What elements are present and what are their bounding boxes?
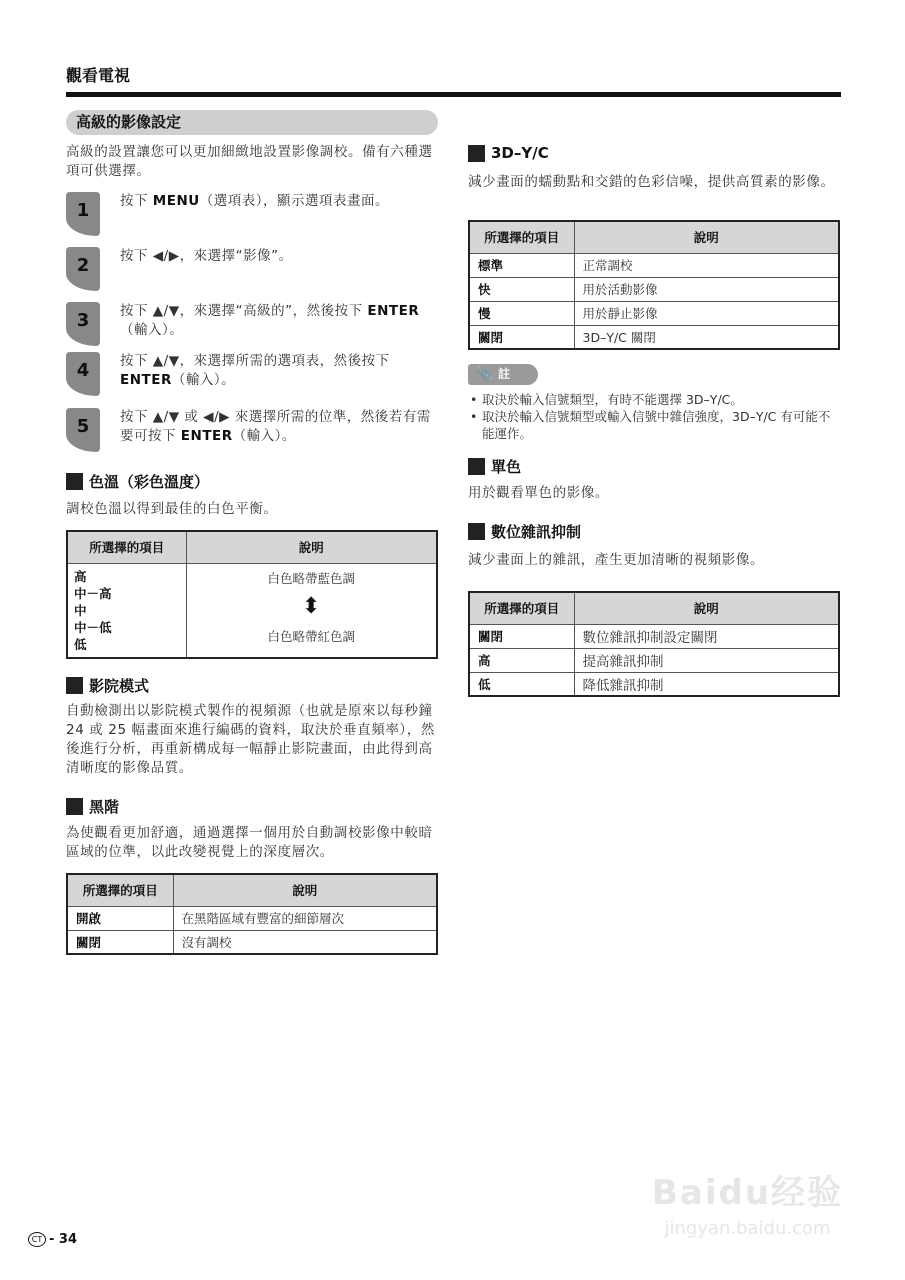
color-temp-heading (66, 471, 209, 492)
item: 中－低 (74, 619, 112, 635)
watermark-url: jingyan.baidu.com (664, 1218, 831, 1239)
step-number-badge: 5 (66, 408, 100, 452)
step-1 (66, 192, 438, 242)
step-text-post: （輸入）。 (232, 428, 296, 444)
yc-table (468, 220, 840, 350)
item: 中 (74, 602, 87, 618)
item: 低 (74, 636, 87, 652)
step-key: ENTER (180, 428, 233, 444)
table-row (67, 930, 437, 954)
cell-item: 關閉 (67, 930, 173, 954)
header-rule (66, 92, 841, 97)
table-row (67, 906, 437, 930)
step-text (120, 247, 438, 266)
heading-text: 數位雜訊抑制 (491, 523, 582, 541)
black-level-heading (66, 796, 119, 817)
step-text-pre: 按下 (120, 193, 153, 209)
square-bullet-icon (468, 523, 485, 540)
dnr-table (468, 591, 840, 697)
mono-heading (468, 456, 521, 477)
desc-cell (186, 563, 437, 658)
note-bullet: • 取決於輸入信號類型，有時不能選擇 3D–Y/C。 (468, 391, 840, 408)
step-key: ENTER (120, 372, 172, 388)
double-arrow-icon: ⬍ (302, 593, 321, 619)
black-level-text: 為使觀看更加舒適，通過選擇一個用於自動調校影像中較暗區域的位準，以此改變視覺上的深度層次。 (66, 825, 433, 860)
col-header: 說明 (574, 221, 839, 253)
cell-desc: 正常調校 (574, 253, 839, 277)
note-label: 註 (498, 367, 511, 381)
table-row (469, 253, 839, 277)
table-row (469, 624, 839, 648)
cell-desc: 數位雜訊抑制設定關閉 (574, 624, 839, 648)
square-bullet-icon (66, 677, 83, 694)
cell-desc: 用於靜止影像 (574, 301, 839, 325)
col-header: 說明 (173, 874, 437, 906)
step-4 (66, 352, 438, 402)
item: 中－高 (74, 585, 112, 601)
step-text-pre: 按下 ▲/▼，來選擇“高級的”，然後按下 (120, 303, 368, 319)
table-row (469, 277, 839, 301)
step-text (120, 192, 438, 211)
page-header: 觀看電視 (66, 66, 131, 85)
square-bullet-icon (468, 145, 485, 162)
yc-heading (468, 144, 549, 162)
square-bullet-icon (468, 458, 485, 475)
step-key: ENTER (367, 303, 420, 319)
step-number-badge: 1 (66, 192, 100, 236)
table-row (469, 325, 839, 349)
heading-text: 色溫（彩色溫度） (89, 473, 210, 491)
page-footer (28, 1232, 77, 1247)
square-bullet-icon (66, 798, 83, 815)
step-text (120, 352, 438, 390)
cell-item: 關閉 (469, 624, 574, 648)
col-header: 所選擇的項目 (469, 592, 574, 624)
heading-text: 單色 (491, 458, 522, 476)
cell-item: 高 (469, 648, 574, 672)
square-bullet-icon (66, 473, 83, 490)
col-header: 說明 (574, 592, 839, 624)
step-text-pre: 按下 ◀/▶，來選擇“影像”。 (120, 248, 293, 264)
step-text-post: （輸入）。 (171, 372, 236, 388)
cell-desc: 在黑階區域有豐富的細節層次 (173, 906, 437, 930)
dnr-heading (468, 521, 581, 542)
step-text-post: （輸入）。 (120, 322, 184, 338)
section-title: 高級的影像設定 (66, 110, 438, 135)
table-row (469, 301, 839, 325)
mono-text: 用於觀看單色的影像。 (468, 485, 609, 501)
language-code-badge: CT (28, 1232, 46, 1247)
table-row (469, 648, 839, 672)
step-number-badge: 2 (66, 247, 100, 291)
intro-text: 高級的設置讓您可以更加細緻地設置影像調校。備有六種選項可供選擇。 (66, 144, 433, 179)
step-2 (66, 247, 438, 297)
cell-desc: 提高雜訊抑制 (574, 648, 839, 672)
dnr-text: 減少畫面上的雜訊，產生更加清晰的視頻影像。 (468, 552, 765, 568)
step-number-badge: 4 (66, 352, 100, 396)
step-key: MENU (152, 193, 200, 209)
color-temp-text: 調校色溫以得到最佳的白色平衡。 (66, 501, 278, 517)
heading-text: 3D–Y/C (491, 144, 549, 162)
film-mode-heading (66, 675, 149, 696)
cell-desc: 用於活動影像 (574, 277, 839, 301)
note-list (468, 391, 840, 442)
cell-item: 開啟 (67, 906, 173, 930)
col-header: 所選擇的項目 (469, 221, 574, 253)
col-header: 所選擇的項目 (67, 531, 186, 563)
film-mode-text: 自動檢測出以影院模式製作的視頻源（也就是原來以每秒鐘 24 或 25 幅畫面來進行編碼的資料，取決於垂直頻率），然後進行分析，再重新構成每一幅靜止影院畫面，由此得到高清晰度的影像品質。 (66, 703, 435, 776)
step-5 (66, 408, 438, 458)
yc-text: 減少畫面的蠕動點和交錯的色彩信噪，提供高質素的影像。 (468, 174, 835, 190)
desc-top: 白色略帶藍色調 (267, 570, 355, 586)
step-number-badge: 3 (66, 302, 100, 346)
heading-text: 黑階 (89, 798, 120, 816)
cell-desc: 3D–Y/C 關閉 (574, 325, 839, 349)
page-number: - 34 (49, 1232, 78, 1247)
step-text-pre: 按下 ▲/▼ 或 ◀/▶ 來選擇所需的位準，然後若有需要可按下 (120, 409, 431, 444)
table-row (469, 672, 839, 696)
cell-item: 標準 (469, 253, 574, 277)
black-level-table (66, 873, 438, 955)
step-text (120, 408, 438, 446)
step-text (120, 302, 438, 340)
col-header: 所選擇的項目 (67, 874, 173, 906)
watermark-brand: Baidu经验 (651, 1173, 844, 1213)
cell-desc: 降低雜訊抑制 (574, 672, 839, 696)
heading-text: 影院模式 (89, 677, 150, 695)
desc-bottom: 白色略帶紅色調 (267, 628, 355, 644)
col-header: 說明 (186, 531, 437, 563)
color-temp-table (66, 530, 438, 659)
step-text-pre: 按下 ▲/▼，來選擇所需的選項表，然後按下 (120, 353, 390, 369)
baidu-watermark (640, 1165, 855, 1239)
note-bullet: • 取決於輸入信號類型或輸入信號中雜信強度，3D–Y/C 有可能不能運作。 (468, 408, 840, 442)
cell-item: 低 (469, 672, 574, 696)
cell-desc: 沒有調校 (173, 930, 437, 954)
cell-item: 慢 (469, 301, 574, 325)
items-cell (67, 563, 186, 658)
note-badge (468, 364, 538, 385)
item: 高 (74, 568, 87, 584)
cell-item: 關閉 (469, 325, 574, 349)
paperclip-icon: 📎 (476, 366, 494, 382)
step-text-post: （選項表），顯示選項表畫面。 (199, 193, 389, 209)
cell-item: 快 (469, 277, 574, 301)
step-3 (66, 302, 438, 352)
